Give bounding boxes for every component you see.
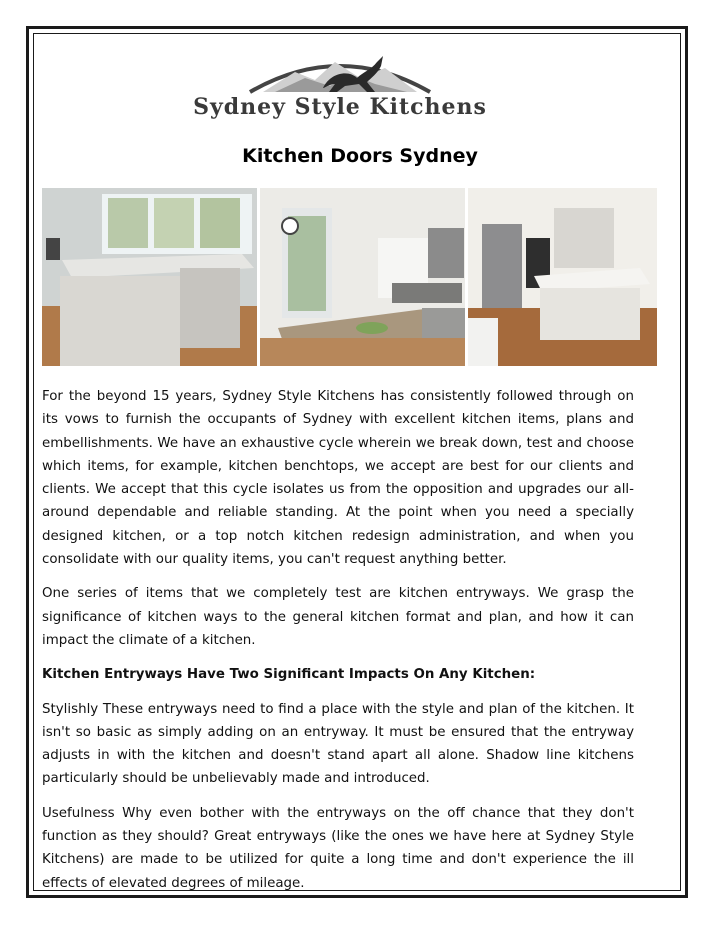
page-title: Kitchen Doors Sydney [242,145,478,167]
brand-logo [145,48,535,133]
paragraph-style: Stylishly These entryways need to find a place with the style and plan of the kitchen. It isn't so basic as simply adding on an entryway. It must be ensured that the entryway adjusts in with the kitchen and doesn't stand apart all alone. Shadow line kitchens particularly should be unbelievably made and introduced. [42,701,634,787]
article-body [42,385,634,906]
kitchen-photo-collage [42,188,657,366]
paragraph-intro: For the beyond 15 years, Sydney Style Kitchens has consistently followed through on its vows to furnish the occupants of Sydney with excellent kitchen items, plans and embellishments. We have an exhaustive cycle wherein we break down, test and choose which items, for example, kitchen benchtops, we accept are best for our clients and clients. We accept that this cycle isolates us from the opposition and upgrades our all-around dependable and reliable standing. At the point when you need a specially designed kitchen, or a top notch kitchen redesign administration, and when you consolidate with our quality items, you can't request anything better. [42,389,634,568]
paragraph-entryways: One series of items that we completely test are kitchen entryways. We grasp the significance of kitchen ways to the general kitchen format and plan, and how it can impact the climate of a kitchen. [42,586,634,648]
logo-text: Sydney Style Kitchens [193,94,487,120]
paragraph-usefulness: Usefulness Why even bother with the entryways on the off chance that they don't function as they should? Great entryways (like the ones we have here at Sydney Style Kitchens) are made to be utilized for quite a long time and don't experience the ill effects of elevated degrees of mileage. [42,805,634,891]
section-heading: Kitchen Entryways Have Two Significant Impacts On Any Kitchen: [42,667,536,683]
kangaroo-mountain-icon [145,48,535,96]
